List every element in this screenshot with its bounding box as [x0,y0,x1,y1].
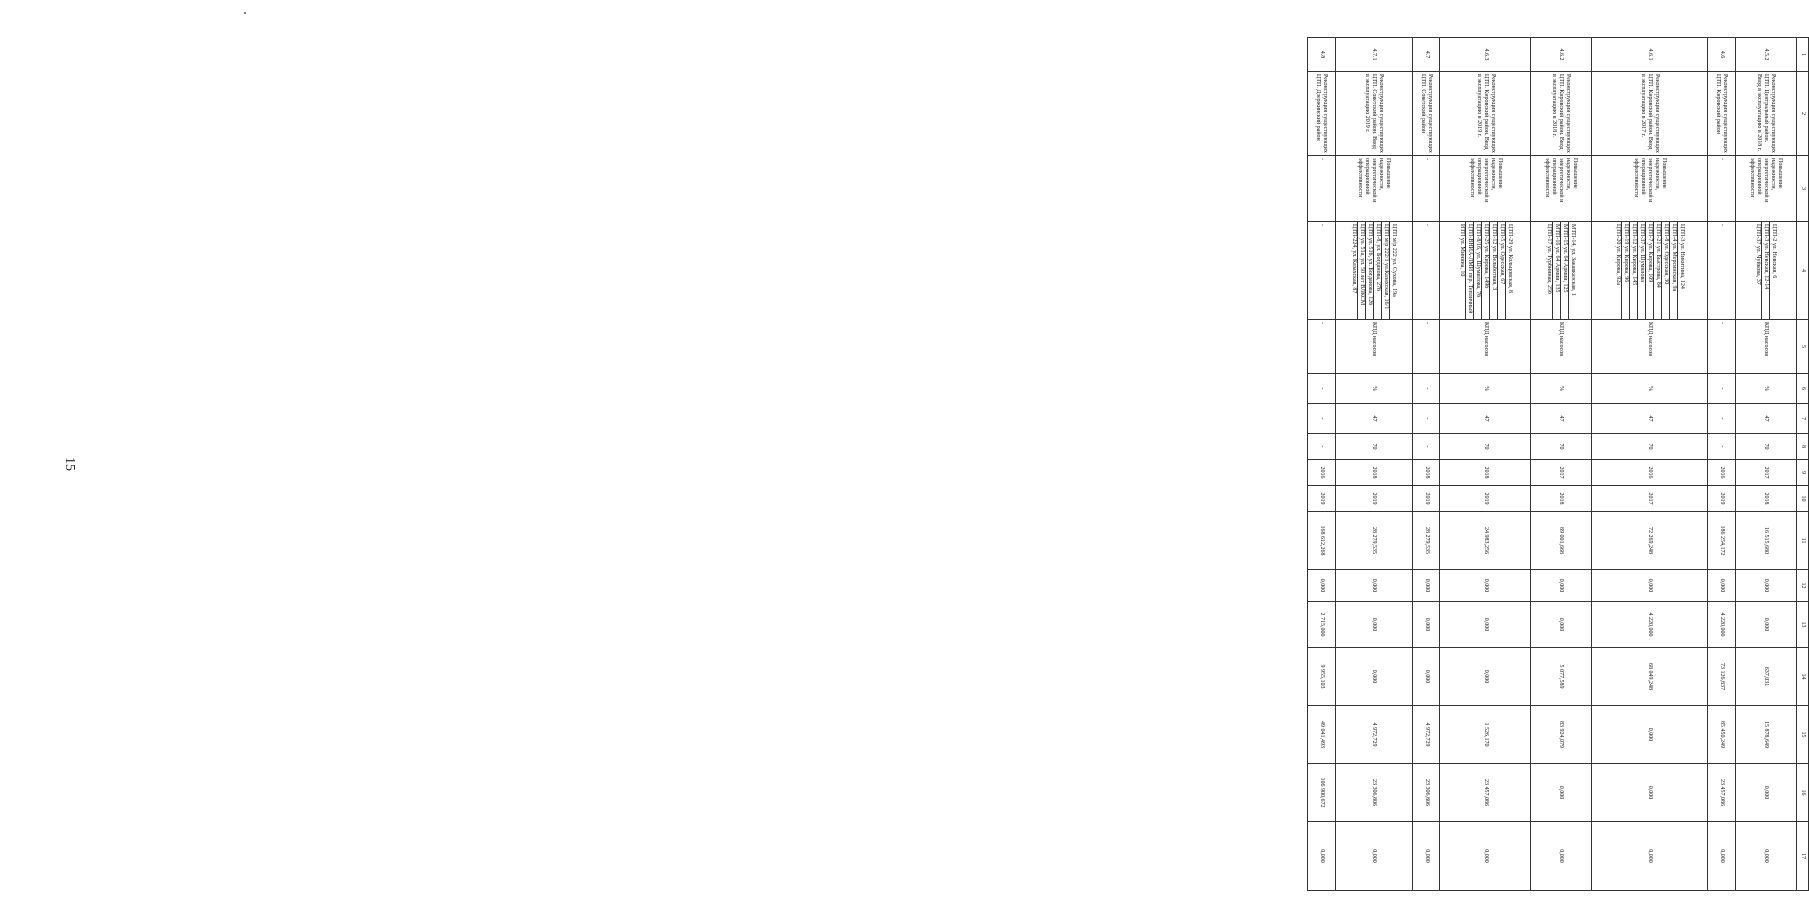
value-cell: 0,000 [1412,648,1439,706]
object-address: ЦТП-3 ул. Невская, 12-14 [1761,222,1769,319]
header-row [1797,38,1809,891]
column-number-10: 10 [1797,486,1809,512]
object-address: ЦТП-12 ул. Вельботная, 3 [1489,222,1497,319]
object-address: ЦТП-25 ул. Кирова, 149б [1481,222,1489,319]
value-cell: 47 [1530,404,1591,434]
column-number-16: 16 [1797,764,1809,822]
item-number-cell: 4.7.1 [1335,38,1412,72]
value-cell: 0,000 [1708,570,1735,602]
value-cell: 2019 [1708,486,1735,512]
value-cell: 2016 [1308,460,1336,486]
value-cell: 23 457,086 [1708,764,1735,822]
project-name-cell: Реконструкция существующих ЦТП. Кировский район. Ввод в эксплуатацию в 2019 г. [1440,72,1530,156]
object-address: ЦТП ул. 51а, ул. 50 лет ВЛКСМ [1357,222,1365,319]
item-number-cell: 4.8 [1308,38,1336,72]
column-number-17: 17 [1797,822,1809,891]
value-cell: 2018 [1440,460,1530,486]
project-name-cell: Реконструкция существующих ЦТП. Советский район. Ввод в эксплуатацию 2019 г. [1335,72,1412,156]
value-cell: 70 [1592,434,1708,460]
column-number-3: 3 [1797,156,1809,222]
value-cell: 0,000 [1592,822,1708,891]
column-number-12: 12 [1797,570,1809,602]
column-number-7: 7 [1797,404,1809,434]
value-cell: 2019 [1412,486,1439,512]
value-cell: 70 [1735,434,1796,460]
value-cell: 9 955,103 [1308,648,1336,706]
item-number-cell: 4.5.2 [1735,38,1796,72]
object-address: - [1423,224,1430,226]
object-address: ЦТП-224, ул. Казахская, 87 [1351,224,1358,294]
value-cell: - [1708,434,1735,460]
column-number-9: 9 [1797,460,1809,486]
object-list-cell [1308,222,1336,320]
object-address: МТП-16 ул. 64 Армии, 135 [1552,222,1560,319]
value-cell: - [1308,404,1336,434]
goal-cell: - [1412,156,1439,222]
value-cell: 1 526,170 [1440,706,1530,764]
value-cell: 2 715,000 [1308,602,1336,648]
object-address: ЦТП м/р 222 ул. Сухова, 19а [1389,222,1397,319]
value-cell: 0,000 [1412,822,1439,891]
goal-cell: Повышение надежности, энергетической и операционной эффективности [1335,156,1412,222]
indicator-cell: КПД насосов [1335,320,1412,374]
project-name-cell: Реконструкция существующих ЦТП. Дзержинский район [1308,72,1336,156]
column-number-14: 14 [1797,648,1809,706]
indicator-cell: КПД насосов [1592,320,1708,374]
column-number-2: 2 [1797,72,1809,156]
project-name-cell: Реконструкция существующих ЦТП. Кировский район [1708,72,1735,156]
object-list-cell [1335,222,1412,320]
value-cell: 0,000 [1592,764,1708,822]
value-cell: - [1308,434,1336,460]
table-row [1708,38,1735,891]
table-row [1308,38,1336,891]
value-cell: 28 279,535 [1335,512,1412,570]
value-cell: - [1708,404,1735,434]
object-address: ЦТП-8, ул. Богданова, 27б [1373,222,1381,319]
value-cell: 0,000 [1592,570,1708,602]
indicator-cell: КПД насосов [1530,320,1591,374]
value-cell: 0,000 [1335,648,1412,706]
column-number-11: 11 [1797,512,1809,570]
object-address: ЦТП-37 ул. Чуйкова, 37 [1755,224,1762,285]
indicator-cell: - [1412,320,1439,374]
column-number-4: 4 [1797,222,1809,320]
table-row [1735,38,1796,891]
value-cell: 0,000 [1440,602,1530,648]
object-list-cell [1440,222,1530,320]
goal-cell: Повышение надежности, энергетической и операционной эффективности [1440,156,1530,222]
value-cell: 186 254,172 [1708,512,1735,570]
table-row [1592,38,1708,891]
indicator-cell: - [1708,320,1735,374]
value-cell: 0,000 [1440,648,1530,706]
value-cell: % [1592,374,1708,404]
object-list-cell [1530,222,1591,320]
table-body [1308,38,1797,891]
value-cell: 73 126,837 [1708,648,1735,706]
item-number-cell: 4.6 [1708,38,1735,72]
value-cell: 68 049,248 [1592,648,1708,706]
table-row [1530,38,1591,891]
value-cell: 2018 [1735,486,1796,512]
value-cell: % [1530,374,1591,404]
object-address: ЦТП-29 ул. Кольцовская, 8 [1505,222,1513,319]
object-address: ЦТП-8/16, ул. Шумилова, 7б [1473,222,1481,319]
project-name-cell: Реконструкция существующих ЦТП. Центральный район. Ввод в эксплуатацию в 2018 г. [1735,72,1796,156]
value-cell: 47 [1592,404,1708,434]
object-address: ИТП ул. Минина, 10 [1458,224,1465,277]
value-cell: 0,000 [1412,570,1439,602]
scan-speck [244,12,246,14]
object-address: ЦТП-12 ул. Кирова, 145 [1629,222,1637,319]
value-cell: 85 450,249 [1708,706,1735,764]
value-cell: 83 924,079 [1530,706,1591,764]
object-address: МТП-14, ул. Закавказская, 1 [1568,222,1576,319]
value-cell: 0,000 [1708,822,1735,891]
value-cell: 23 306,806 [1412,764,1439,822]
column-number-6: 6 [1797,374,1809,404]
value-cell: 70 [1335,434,1412,460]
value-cell: 89 001,668 [1530,512,1591,570]
value-cell: % [1335,374,1412,404]
object-address: ЦТП-17 ул. Турбинная, 25б [1546,224,1553,295]
value-cell: 2018 [1335,460,1412,486]
object-address: ЦТП ул. 51б, ул. Богданова, 12б [1365,222,1373,319]
value-cell: 49 041,493 [1308,706,1336,764]
value-cell: 0,000 [1530,764,1591,822]
goal-cell: Повышение надежности, энергетической и операционной эффективности [1592,156,1708,222]
value-cell: - [1708,374,1735,404]
value-cell: 2016 [1708,460,1735,486]
object-list-cell [1708,222,1735,320]
value-cell: 72 269,248 [1592,512,1708,570]
value-cell: 2019 [1308,486,1336,512]
value-cell: 70 [1530,434,1591,460]
page-number: 15 [62,457,77,471]
column-number-5: 5 [1797,320,1809,374]
value-cell: 0,000 [1735,822,1796,891]
indicator-cell: - [1308,320,1336,374]
object-address: - [1318,224,1325,226]
object-address: ЦТП м/р 222/1 ул.Казахская, 16/1 [1381,222,1389,319]
goal-cell: Повышение надежности, энергетической и операционной эффективности [1735,156,1796,222]
value-cell: 4 220,000 [1708,602,1735,648]
table-row [1335,38,1412,891]
value-cell: 2016 [1592,460,1708,486]
value-cell: 2019 [1335,486,1412,512]
goal-cell: - [1308,156,1336,222]
value-cell: 23 457,086 [1440,764,1530,822]
value-cell: 0,000 [1735,602,1796,648]
value-cell: 168 612,268 [1308,512,1336,570]
object-address: ЦТП-4 ул. Мерсинская, 9а [1669,222,1677,319]
value-cell: 0,000 [1440,570,1530,602]
item-number-cell: 4.7 [1412,38,1439,72]
indicator-cell: КПД насосов [1735,320,1796,374]
value-cell: 0,000 [1530,822,1591,891]
item-number-cell: 4.6.1 [1592,38,1708,72]
value-cell: 0,000 [1335,602,1412,648]
value-cell: 2017 [1592,486,1708,512]
project-name-cell: Реконструкция существующих ЦТП. Советский район [1412,72,1439,156]
column-number-1: 1 [1797,38,1809,72]
value-cell: 2017 [1735,460,1796,486]
value-cell: 0,000 [1412,602,1439,648]
object-list-cell [1592,222,1708,320]
item-number-cell: 4.6.3 [1440,38,1530,72]
value-cell: - [1412,404,1439,434]
value-cell: 2019 [1440,486,1530,512]
object-address: ЦТП-19 ул. Кирова, 96 [1621,222,1629,319]
value-cell: 0,000 [1308,570,1336,602]
value-cell: 24 983,256 [1440,512,1530,570]
value-cell: 2018 [1412,460,1439,486]
value-cell: 5 077,589 [1530,648,1591,706]
value-cell: 23 306,806 [1335,764,1412,822]
value-cell: 4 220,000 [1592,602,1708,648]
value-cell: 0,000 [1735,764,1796,822]
value-cell: 0,000 [1592,706,1708,764]
object-address: ЦТП-3 ул. Никитина, 124 [1677,222,1685,319]
value-cell: 47 [1335,404,1412,434]
object-address: МТП-15 ул. 64 Армии, 125 [1560,222,1568,319]
value-cell: 106 900,672 [1308,764,1336,822]
investment-program-table [1307,37,1809,891]
column-number-8: 8 [1797,434,1809,460]
object-address: ЦТП-2 ул. Невская, 6 [1769,222,1777,319]
value-cell: 2018 [1530,486,1591,512]
value-cell: - [1308,374,1336,404]
value-cell: 0,000 [1530,570,1591,602]
goal-cell: - [1708,156,1735,222]
object-address: ЦТП-5 ул. Одесская, 67 [1497,222,1505,319]
project-name-cell: Реконструкция существующих ЦТП. Кировский район. Ввод в эксплуатацию в 2018 г. [1530,72,1591,156]
value-cell: 16 515,680 [1735,512,1796,570]
object-address: - [1718,224,1725,226]
value-cell: 4 972,729 [1412,706,1439,764]
object-address: ЦТП-7 ул. Кирова, 109 [1645,222,1653,319]
value-cell: % [1440,374,1530,404]
value-cell: 28 279,535 [1412,512,1439,570]
value-cell: - [1412,374,1439,404]
value-cell: 15 878,649 [1735,706,1796,764]
object-address: ЦТП-37 ул. Шумилова [1637,222,1645,319]
rotated-table-sheet [1307,37,1809,890]
project-name-cell: Реконструкция существующих ЦТП. Кировский район. Ввод в эксплуатацию в 2017 г. [1592,72,1708,156]
table-row [1440,38,1530,891]
object-list-cell [1735,222,1796,320]
value-cell: 4 972,729 [1335,706,1412,764]
object-address: ЦТП-20 ул. Кирова, 92а [1615,224,1622,285]
value-cell: 0,000 [1735,570,1796,602]
value-cell: 70 [1440,434,1530,460]
table-row [1412,38,1439,891]
value-cell: 0,000 [1335,570,1412,602]
goal-cell: Повышение надежности, энергетической и операционной эффективности [1530,156,1591,222]
value-cell: 0,000 [1530,602,1591,648]
column-number-15: 15 [1797,706,1809,764]
object-list-cell [1412,222,1439,320]
object-address: ЦТП-8 ул. Одесская, 30 [1661,222,1669,319]
object-address: ЦТП-ВНИА-ЛМИ пер. Тепличный [1465,222,1473,319]
item-number-cell: 4.6.2 [1530,38,1591,72]
value-cell: 47 [1440,404,1530,434]
value-cell: 637,031 [1735,648,1796,706]
value-cell: 0,000 [1308,822,1336,891]
value-cell: 47 [1735,404,1796,434]
indicator-cell: КПД насосов [1440,320,1530,374]
value-cell: 0,000 [1335,822,1412,891]
value-cell: - [1412,434,1439,460]
value-cell: 2017 [1530,460,1591,486]
value-cell: 0,000 [1440,822,1530,891]
column-number-13: 13 [1797,602,1809,648]
value-cell: % [1735,374,1796,404]
object-address: ЦТП-21 ул. Быстрова, 84 [1653,222,1661,319]
